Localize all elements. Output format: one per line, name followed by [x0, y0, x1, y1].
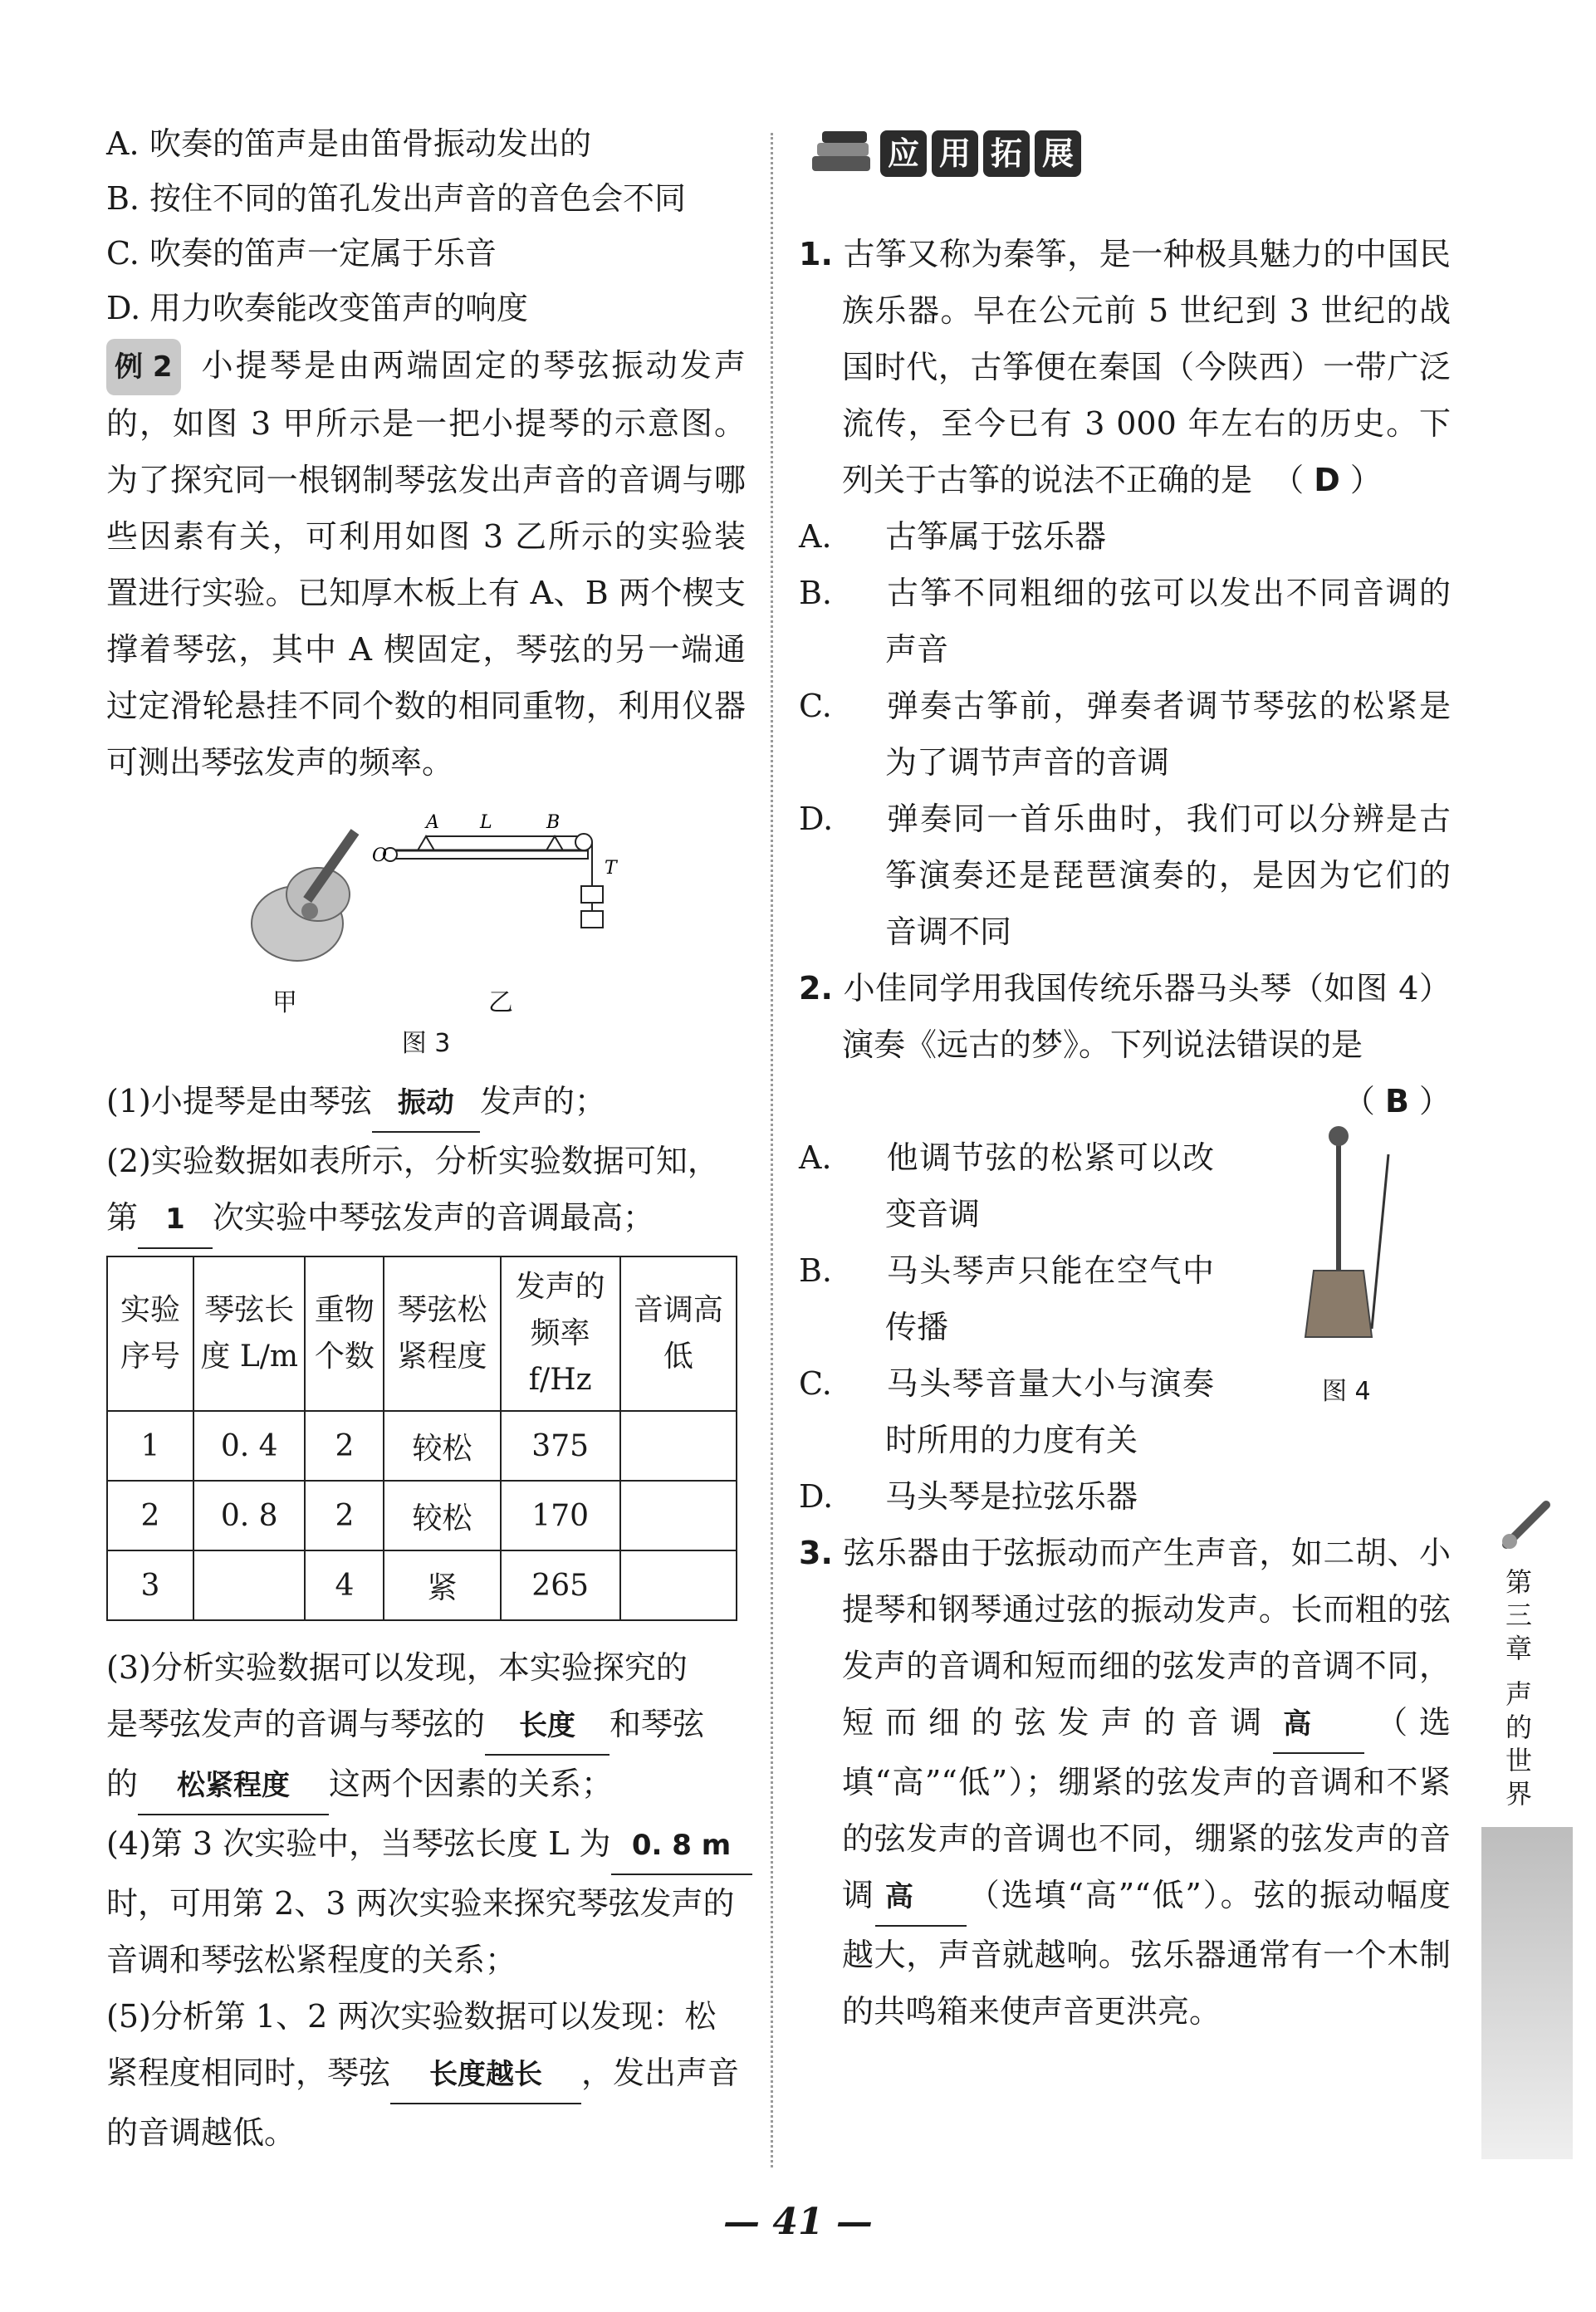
q1-option-b: B. 古筝不同粗细的弦可以发出不同音调的声音	[799, 575, 1451, 668]
table-header: 发声的频率 f/Hz	[501, 1256, 620, 1411]
chapter-label: 第 三 章	[1505, 1566, 1532, 1664]
question-1: 1. 古筝又称为秦筝，是一种极具魅力的中国民族乐器。早在公元前 5 世纪到 3 世纪的战国时代，古筝便在秦国（今陕西）一带广泛流传，至今已有 3 000 年左右的历史。下列关于古筝的说法不正确的是 （ D ）	[799, 236, 1451, 498]
q1-option-d: D. 弹奏同一首乐曲时，我们可以分辨是古筝演奏还是琵琶演奏的，是因为它们的音调不同	[799, 801, 1451, 950]
table-cell: 2	[305, 1411, 384, 1481]
option-d: D. 用力吹奏能改变笛声的响度	[106, 290, 529, 326]
caption-jia: 甲	[272, 988, 297, 1017]
answer-q3a: 高	[1273, 1696, 1364, 1754]
label-t: T	[605, 858, 617, 879]
table-cell: 170	[501, 1481, 620, 1550]
q2-option-a: A. 他调节弦的松紧可以改变音调	[799, 1139, 1214, 1232]
table-header: 音调高低	[620, 1256, 737, 1411]
chapter-side-tab	[1481, 1495, 1573, 2159]
subquestion-2-line1: (2)实验数据如表所示，分析实验数据可知，	[106, 1143, 719, 1179]
answer-5: 长度越长	[390, 2046, 581, 2104]
table-cell	[620, 1411, 737, 1481]
subquestion-3-line3: 的 松紧程度 这两个因素的关系；	[106, 1756, 746, 1815]
table-cell	[193, 1550, 305, 1620]
q2-option-d: D. 马头琴是拉弦乐器	[799, 1478, 1138, 1515]
answer-1: 振动	[372, 1075, 480, 1133]
table-cell: 1	[107, 1411, 193, 1481]
answer-q1: D	[1314, 462, 1340, 498]
subquestion-5-line1: (5)分析第 1、2 两次实验数据可以发现：松	[106, 1998, 717, 2035]
example-2	[106, 337, 746, 791]
example-tag: 例 2	[106, 339, 181, 395]
experiment-apparatus	[372, 807, 638, 957]
answer-2: 1	[138, 1191, 213, 1249]
table-cell: 265	[501, 1550, 620, 1620]
answer-3a: 长度	[485, 1697, 610, 1756]
subquestion-4-line2: 时，可用第 2、3 两次实验来探究琴弦发声的	[106, 1885, 735, 1922]
side-tab-bar	[1481, 1827, 1573, 2159]
table-header: 重物个数	[305, 1256, 384, 1411]
subquestion-3-line2: 是琴弦发声的音调与琴弦的 长度 和琴弦	[106, 1696, 746, 1756]
table-cell	[620, 1550, 737, 1620]
column-divider	[771, 133, 773, 2168]
q1-option-c: C. 弹奏古筝前，弹奏者调节琴弦的松紧是为了调节声音的音调	[799, 688, 1451, 781]
subquestion-2-line2: 第 1 次实验中琴弦发声的音调最高；	[106, 1189, 746, 1249]
q2-answer-bracket: （ B ）	[1343, 1083, 1451, 1119]
table-row	[107, 1481, 737, 1550]
experiment-table	[106, 1256, 737, 1621]
pencil-icon	[1498, 1495, 1556, 1553]
table-cell: 0. 4	[193, 1411, 305, 1481]
subquestion-4-line1: (4)第 3 次实验中，当琴弦长度 L 为 0. 8 m	[106, 1815, 746, 1875]
q2-option-b: B. 马头琴声只能在空气中传播	[799, 1252, 1214, 1345]
table-cell: 2	[305, 1481, 384, 1550]
left-column	[106, 116, 746, 2161]
table-cell: 紧	[384, 1550, 500, 1620]
q1-option-a: A. 古筝属于弦乐器	[799, 518, 1107, 555]
label-o: O	[372, 845, 388, 866]
option-b: B. 按住不同的笛孔发出声音的音色会不同	[106, 180, 687, 217]
table-cell	[620, 1481, 737, 1550]
morin-khuur-illustration	[1289, 1121, 1413, 1354]
label-a: A	[426, 812, 439, 833]
question-2: 2. 小佳同学用我国传统乐器马头琴（如图 4）演奏《远古的梦》。下列说法错误的是	[799, 970, 1451, 1063]
table-cell: 较松	[384, 1411, 500, 1481]
figure-3-caption: 图 3	[401, 1029, 451, 1058]
subquestion-5-line2: 紧程度相同时，琴弦 长度越长 ，发出声音	[106, 2045, 746, 2104]
example-text: 小提琴是由两端固定的琴弦振动发声的，如图 3 甲所示是一把小提琴的示意图。为了探究同一根钢制琴弦发出声音的音调与哪些因素有关，可利用如图 3 乙所示的实验装置进行实验。已知厚木板上有 A、B 两个楔支撑着琴弦，其中 A 楔固定，琴弦的另一端通过定滑轮悬挂不同个数的相同重物，利用仪器可测出琴弦发声的频率。	[106, 347, 746, 781]
table-header-row	[107, 1256, 737, 1411]
subquestion-1: (1)小提琴是由琴弦 振动 发声的；	[106, 1073, 746, 1133]
table-header: 实验序号	[107, 1256, 193, 1411]
option-a: A. 吹奏的笛声是由笛骨振动发出的	[106, 125, 592, 162]
figure-4-caption: 图 4	[1322, 1377, 1371, 1406]
caption-yi: 乙	[488, 988, 513, 1017]
page-number: — 41 —	[723, 2201, 873, 2243]
subquestion-3-line1: (3)分析实验数据可以发现，本实验探究的	[106, 1649, 688, 1686]
right-column	[799, 226, 1451, 2040]
section-title	[805, 125, 1086, 183]
table-cell: 4	[305, 1550, 384, 1620]
question-options-top	[106, 116, 746, 336]
table-header: 琴弦长度 L/m	[193, 1256, 305, 1411]
table-row	[107, 1411, 737, 1481]
books-icon	[805, 125, 880, 183]
subquestion-5-line3: 的音调越低。	[106, 2114, 296, 2151]
q2-option-c: C. 马头琴音量大小与演奏时所用的力度有关	[799, 1365, 1214, 1458]
title-char: 用	[932, 130, 978, 177]
title-char: 应	[880, 130, 927, 177]
title-char: 展	[1035, 130, 1081, 177]
table-cell: 3	[107, 1550, 193, 1620]
chapter-title: 声 的 世 界	[1505, 1678, 1532, 1810]
table-cell: 2	[107, 1481, 193, 1550]
table-header: 琴弦松紧程度	[384, 1256, 500, 1411]
table-row	[107, 1550, 737, 1620]
answer-3b: 松紧程度	[138, 1757, 329, 1815]
q2-options-block	[799, 1129, 1451, 1525]
figure-3	[106, 807, 746, 1015]
answer-4: 0. 8 m	[611, 1817, 752, 1875]
table-cell: 较松	[384, 1481, 500, 1550]
table-cell: 0. 8	[193, 1481, 305, 1550]
label-b: B	[546, 812, 561, 833]
subquestion-4-line3: 音调和琴弦松紧程度的关系；	[106, 1942, 517, 1978]
label-l: L	[480, 812, 492, 833]
title-char: 拓	[983, 130, 1030, 177]
answer-q3b: 高	[875, 1869, 967, 1927]
table-cell: 375	[501, 1411, 620, 1481]
option-c: C. 吹奏的笛声一定属于乐音	[106, 235, 497, 272]
question-3: 3. 弦乐器由于弦振动而产生声音，如二胡、小提琴和钢琴通过弦的振动发声。长而粗的弦发声的音调和短而细的弦发声的音调不同，短而细的弦发声的音调 高 （选填“高”“低”）；绷紧的弦发声的音调和不紧的弦发声的音调也不同，绷紧的弦发声的音调 高 （选填“高”“低”）。弦的振动幅度越大，声音就越响。弦乐器通常有一个木制的共鸣箱来使声音更洪亮。	[799, 1535, 1451, 2030]
answer-q2: B	[1384, 1083, 1409, 1119]
